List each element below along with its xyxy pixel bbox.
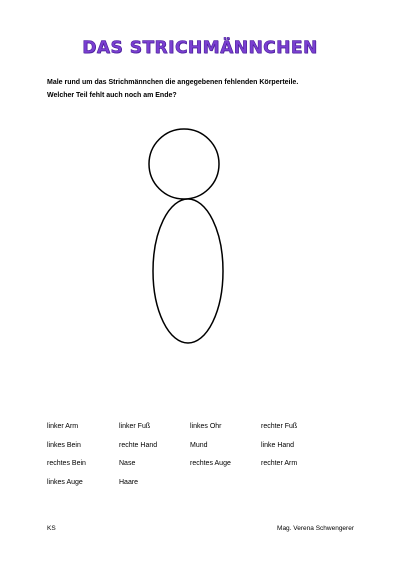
word-row xyxy=(47,422,367,441)
word-row xyxy=(47,478,367,497)
instruction-line-2: Welcher Teil fehlt auch noch am Ende? xyxy=(47,92,177,99)
word-item: rechtes Auge xyxy=(190,460,231,468)
word-item: Haare xyxy=(119,479,139,487)
body-parts-word-list xyxy=(47,422,367,497)
word-item: rechter Arm xyxy=(261,460,298,468)
word-row xyxy=(47,459,367,478)
word-item: Mund xyxy=(190,441,208,449)
word-item: linker Arm xyxy=(47,423,79,430)
word-item: linke Hand xyxy=(261,441,295,449)
body-ellipse xyxy=(153,199,223,343)
word-item: linkes Bein xyxy=(47,441,81,449)
instruction-line-1: Male rund um das Strichmännchen die angegebenen fehlenden Körperteile. xyxy=(47,79,299,86)
word-item: rechter Fuß xyxy=(261,423,298,430)
word-item: linkes Auge xyxy=(47,479,83,487)
head-circle xyxy=(149,129,219,199)
worksheet-title: DAS STRICHMÄNNCHEN xyxy=(82,38,318,58)
word-item: Nase xyxy=(119,460,136,468)
word-item: linker Fuß xyxy=(119,423,151,430)
footer-initials: KS xyxy=(47,525,56,532)
word-item: rechtes Bein xyxy=(47,460,86,468)
word-row xyxy=(47,441,367,460)
word-item: rechte Hand xyxy=(119,441,158,449)
word-item: linkes Ohr xyxy=(190,423,222,430)
footer-author: Mag. Verena Schwengerer xyxy=(277,525,354,532)
